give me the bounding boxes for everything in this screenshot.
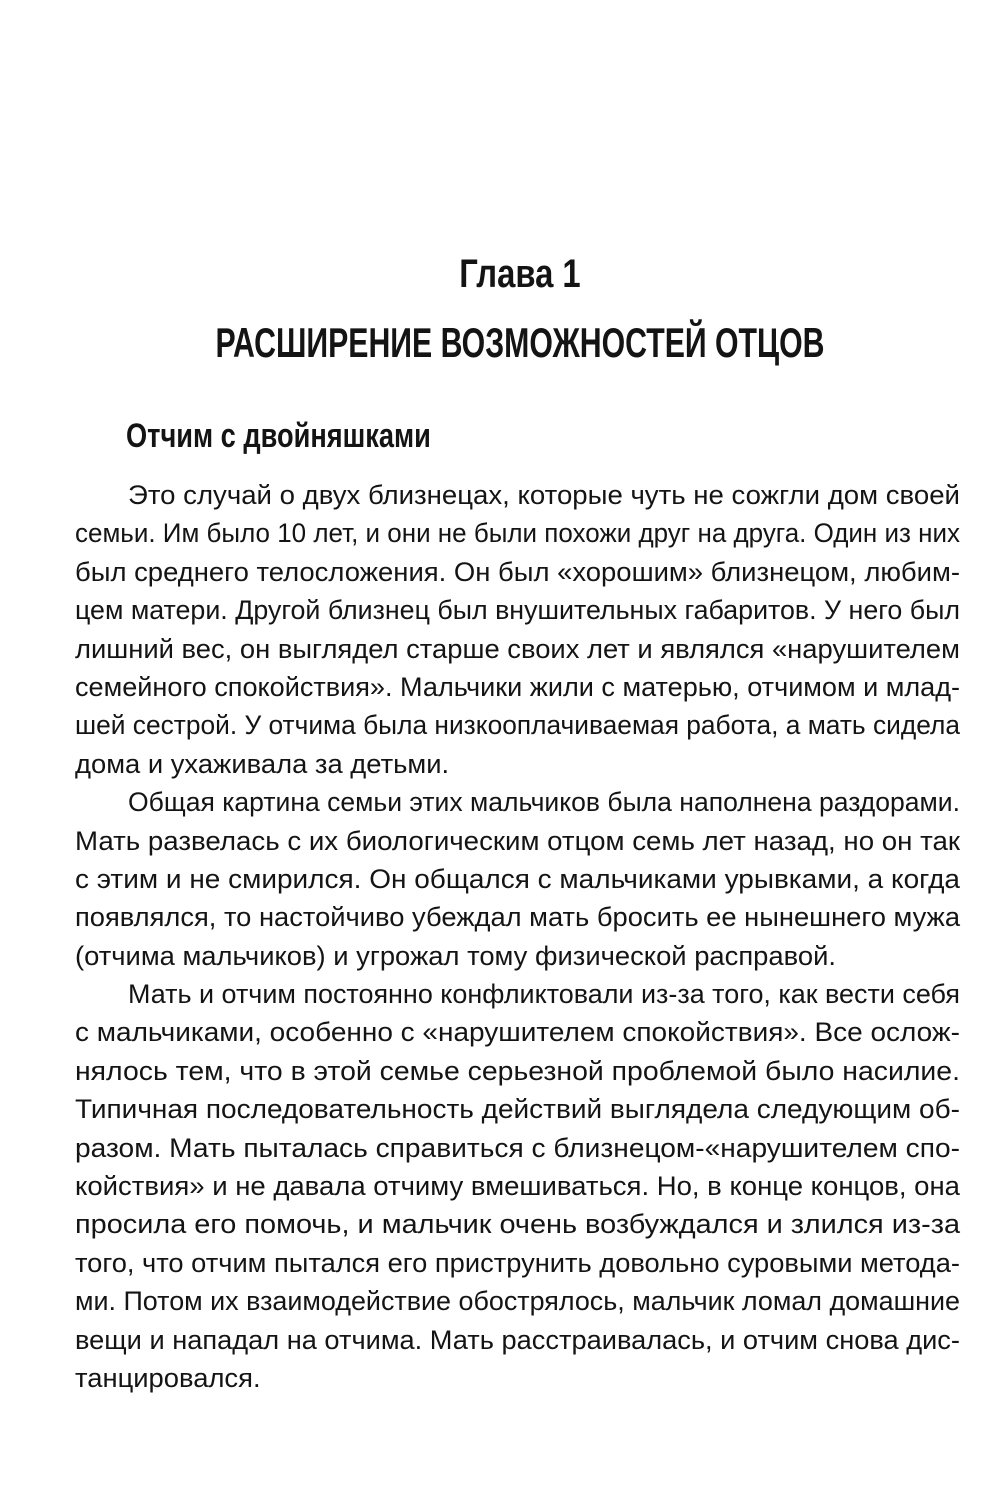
body-text (75, 476, 960, 1397)
text-line: Это случай о двух близнецах, которые чуть не сожгли дом своей (128, 480, 960, 510)
text-line: появлялся, то настойчиво убеждал мать бросить ее нынешнего мужа (75, 902, 961, 933)
chapter-number: Глава 1 (459, 252, 581, 296)
text-line: Мать развелась с их биологическим отцом семь лет назад, но он так (75, 825, 960, 856)
text-line: разом. Мать пыталась справиться с близнецом-«нарушителем спо- (75, 1132, 960, 1163)
text-line: нялось тем, что в этой семье серьезной проблемой было насилие. (75, 1055, 960, 1086)
text-line: (отчима мальчиков) и угрожал тому физической расправой. (75, 940, 836, 971)
text-line: Общая картина семьи этих мальчиков была наполнена раздорами. (128, 787, 961, 818)
text-line: дома и ухаживала за детьми. (75, 748, 450, 779)
text-line: танцировался. (75, 1362, 261, 1393)
text-line: шей сестрой. У отчима была низкооплачиваемая работа, а мать сидела (75, 710, 960, 741)
section-title: Отчим с двойняшками (126, 417, 431, 455)
text-line: койствия» и не давала отчиму вмешиваться. Но, в конце концов, она (75, 1171, 960, 1202)
text-line: просила его помочь, и мальчик очень возбуждался и злился из-за (75, 1209, 961, 1240)
chapter-title: РАСШИРЕНИЕ ВОЗМОЖНОСТЕЙ ОТЦОВ (215, 319, 825, 366)
text-line: был среднего телосложения. Он был «хорошим» близнецом, любим- (75, 556, 960, 587)
text-line: цем матери. Другой близнец был внушительных габаритов. У него был (75, 595, 961, 626)
text-line: Типичная последовательность действий выглядела следующим об- (75, 1094, 960, 1125)
paragraph-1 (75, 476, 960, 783)
text-line: с мальчиками, особенно с «нарушителем спокойствия». Все ослож- (75, 1017, 960, 1048)
text-line: с этим и не смирился. Он общался с мальчиками урывками, а когда (75, 863, 960, 894)
text-line: семьи. Им было 10 лет, и они не были похожи друг на друга. Один из них (75, 518, 960, 549)
text-line: вещи и нападал на отчима. Мать расстраивалась, и отчим снова дис- (75, 1324, 960, 1355)
text-line: семейного спокойствия». Мальчики жили с матерью, отчимом и млад- (75, 671, 961, 702)
text-line: ми. Потом их взаимодействие обострялось, мальчик ломал домашние (75, 1286, 961, 1317)
paragraph-2 (75, 783, 960, 975)
text-line: того, что отчим пытался его приструнить довольно суровыми метода- (75, 1247, 960, 1278)
text-line: лишний вес, он выглядел старше своих лет и являлся «нарушителем (75, 633, 960, 664)
text-line: Мать и отчим постоянно конфликтовали из-за того, как вести себя (128, 979, 960, 1010)
paragraph-3 (75, 975, 960, 1397)
